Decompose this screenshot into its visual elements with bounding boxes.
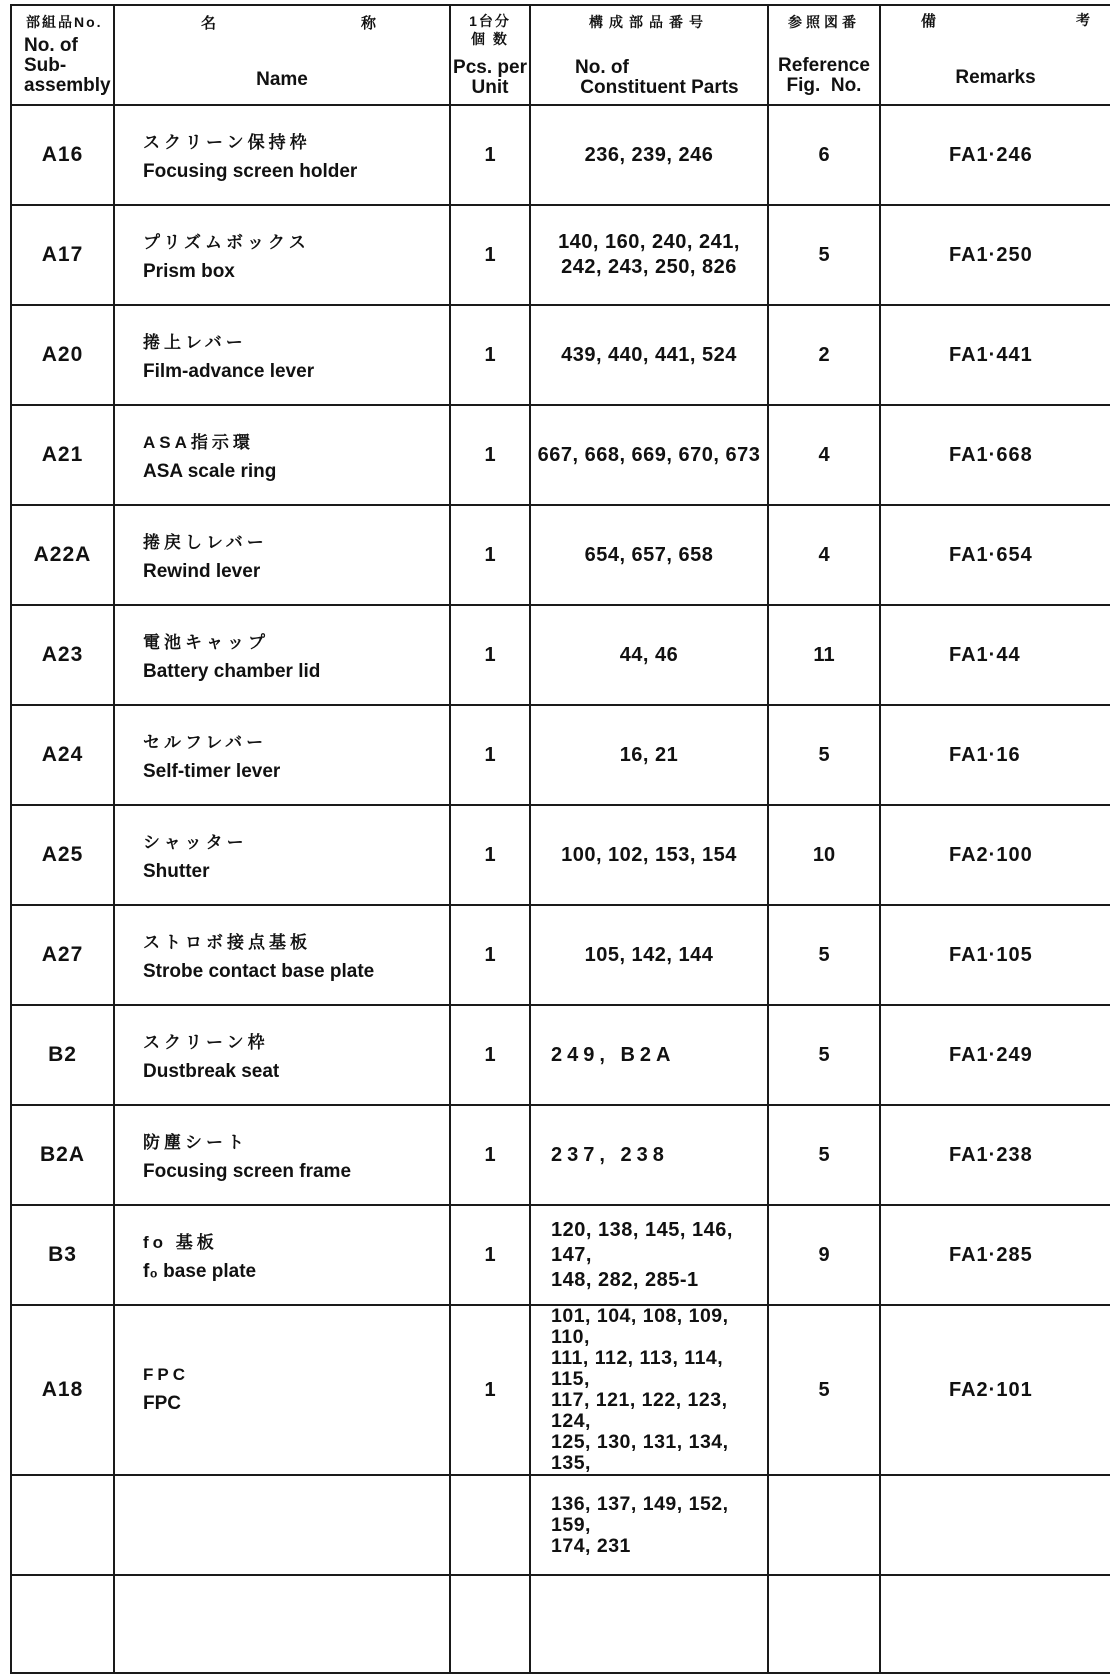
cell-remarks: FA1·16 — [880, 705, 1110, 805]
header-sub-assembly — [11, 5, 114, 105]
cell-pcs: 1 — [450, 105, 530, 205]
cell-pcs: 1 — [450, 905, 530, 1005]
cell-pcs: 1 — [450, 405, 530, 505]
table-row — [11, 905, 1110, 1005]
cell-sub-assembly: A24 — [11, 705, 114, 805]
cell-pcs: 1 — [450, 1305, 530, 1475]
cell-name — [114, 505, 450, 605]
header-row — [11, 5, 1110, 105]
header-fig-en: Reference Fig. No. — [778, 55, 870, 96]
header-reference-fig — [768, 5, 880, 105]
cell-fig: 5 — [768, 705, 880, 805]
cell-empty — [450, 1575, 530, 1673]
table-row — [11, 605, 1110, 705]
header-pcs — [450, 5, 530, 105]
part-name-jp: FPC — [143, 1365, 189, 1384]
header-remarks-jp2: 考 — [1076, 12, 1090, 28]
header-sub-jp: 部組品No. — [26, 14, 103, 30]
cell-parts: 236, 239, 246 — [530, 105, 768, 205]
header-remarks — [880, 5, 1110, 105]
cell-empty — [114, 1575, 450, 1673]
table-row — [11, 305, 1110, 405]
table-row — [11, 505, 1110, 605]
cell-parts: 16, 21 — [530, 705, 768, 805]
part-name-en: FPC — [143, 1393, 181, 1414]
table-row-empty — [11, 1575, 1110, 1673]
cell-remarks: FA1·238 — [880, 1105, 1110, 1205]
cell-pcs: 1 — [450, 805, 530, 905]
header-parts-en: No. of Constituent Parts — [575, 57, 739, 98]
cell-pcs: 1 — [450, 205, 530, 305]
part-name-jp: セルフレバー — [143, 732, 268, 752]
cell-fig: 5 — [768, 1105, 880, 1205]
cell-pcs: 1 — [450, 1005, 530, 1105]
header-name — [114, 5, 450, 105]
part-name-en: Dustbreak seat — [143, 1060, 280, 1082]
table-row — [11, 1105, 1110, 1205]
cell-pcs: 1 — [450, 705, 530, 805]
cell-fig: 10 — [768, 805, 880, 905]
part-name-en: f₀ base plate — [143, 1260, 257, 1282]
cell-fig: 4 — [768, 405, 880, 505]
part-name-jp: プリズムボックス — [143, 232, 310, 252]
table-row — [11, 1305, 1110, 1475]
cell-sub-assembly: A17 — [11, 205, 114, 305]
cell-parts: 667, 668, 669, 670, 673 — [530, 405, 768, 505]
cell-name — [114, 305, 450, 405]
cell-pcs: 1 — [450, 505, 530, 605]
cell-sub-assembly: A16 — [11, 105, 114, 205]
table-row-continuation — [11, 1475, 1110, 1575]
table-row — [11, 805, 1110, 905]
cell-parts: 140, 160, 240, 241, 242, 243, 250, 826 — [530, 205, 768, 305]
part-name-en: Prism box — [143, 260, 235, 282]
part-name-en: Battery chamber lid — [143, 660, 321, 682]
cell-pcs — [450, 1475, 530, 1575]
part-name-jp: ASA指示環 — [143, 432, 254, 452]
cell-sub-assembly: B2 — [11, 1005, 114, 1105]
cell-empty — [11, 1575, 114, 1673]
sub-assembly-table — [10, 4, 1110, 1674]
part-name-jp: シャッター — [143, 832, 248, 852]
cell-fig: 11 — [768, 605, 880, 705]
cell-empty — [530, 1575, 768, 1673]
cell-remarks: FA2·100 — [880, 805, 1110, 905]
header-name-jp1: 名 — [201, 15, 217, 32]
cell-sub-assembly: A27 — [11, 905, 114, 1005]
table-row — [11, 1005, 1110, 1105]
header-fig-jp: 参照図番 — [788, 14, 860, 30]
cell-remarks: FA1·285 — [880, 1205, 1110, 1305]
cell-name — [114, 405, 450, 505]
cell-fig: 5 — [768, 1005, 880, 1105]
cell-sub-assembly: A25 — [11, 805, 114, 905]
table-row — [11, 1205, 1110, 1305]
cell-fig: 5 — [768, 1305, 880, 1475]
cell-fig: 9 — [768, 1205, 880, 1305]
header-remarks-jp1: 備 — [921, 13, 937, 30]
cell-pcs: 1 — [450, 305, 530, 405]
part-name-en: Strobe contact base plate — [143, 960, 375, 982]
cell-empty — [880, 1575, 1110, 1673]
table-row — [11, 705, 1110, 805]
part-name-jp: fo 基板 — [143, 1232, 218, 1252]
cell-fig — [768, 1475, 880, 1575]
cell-sub-assembly: A18 — [11, 1305, 114, 1475]
cell-name — [114, 105, 450, 205]
part-name-en: Self-timer lever — [143, 760, 281, 782]
cell-name — [114, 905, 450, 1005]
part-name-jp: スクリーン保持枠 — [143, 132, 311, 152]
part-name-jp: ストロボ接点基板 — [143, 932, 311, 952]
cell-remarks: FA1·654 — [880, 505, 1110, 605]
header-name-jp2: 称 — [361, 15, 377, 32]
cell-remarks: FA2·101 — [880, 1305, 1110, 1475]
cell-parts: 120, 138, 145, 146, 147, 148, 282, 285-1 — [530, 1205, 768, 1305]
cell-parts: 44, 46 — [530, 605, 768, 705]
cell-fig: 6 — [768, 105, 880, 205]
cell-name — [114, 1305, 450, 1475]
cell-sub-assembly: A20 — [11, 305, 114, 405]
cell-pcs: 1 — [450, 1205, 530, 1305]
parts-table-sheet — [10, 4, 1110, 1605]
table-row — [11, 405, 1110, 505]
part-name-jp: 防塵シート — [143, 1132, 248, 1152]
cell-remarks: FA1·105 — [880, 905, 1110, 1005]
cell-name — [114, 1475, 450, 1575]
header-pcs-jp: 1台分 個 数 — [469, 13, 511, 47]
table-row — [11, 105, 1110, 205]
cell-remarks: FA1·250 — [880, 205, 1110, 305]
cell-fig: 2 — [768, 305, 880, 405]
part-name-jp: スクリーン枠 — [143, 1032, 269, 1052]
cell-sub-assembly: A22A — [11, 505, 114, 605]
cell-empty — [768, 1575, 880, 1673]
cell-parts: 105, 142, 144 — [530, 905, 768, 1005]
part-name-en: Focusing screen frame — [143, 1160, 352, 1182]
cell-name — [114, 205, 450, 305]
header-name-en: Name — [256, 69, 308, 90]
cell-parts: 439, 440, 441, 524 — [530, 305, 768, 405]
header-remarks-en: Remarks — [955, 67, 1036, 88]
cell-name — [114, 705, 450, 805]
cell-sub-assembly: A23 — [11, 605, 114, 705]
part-name-jp: 電池キャップ — [143, 632, 269, 652]
cell-fig: 5 — [768, 205, 880, 305]
cell-sub-assembly — [11, 1475, 114, 1575]
part-name-en: Shutter — [143, 860, 210, 882]
part-name-en: Rewind lever — [143, 560, 261, 582]
cell-parts: 101, 104, 108, 109, 110, 111, 112, 113, 114, 115, 117, 121, 122, 123, 124, 125, 130, 131, 134, 135, — [530, 1305, 768, 1475]
cell-fig: 5 — [768, 905, 880, 1005]
header-parts-jp: 構成部品番号 — [589, 14, 709, 30]
cell-name — [114, 1005, 450, 1105]
cell-name — [114, 1105, 450, 1205]
table-row — [11, 205, 1110, 305]
cell-sub-assembly: A21 — [11, 405, 114, 505]
cell-sub-assembly: B2A — [11, 1105, 114, 1205]
cell-sub-assembly: B3 — [11, 1205, 114, 1305]
cell-name — [114, 805, 450, 905]
cell-remarks: FA1·441 — [880, 305, 1110, 405]
cell-remarks: FA1·668 — [880, 405, 1110, 505]
cell-name — [114, 605, 450, 705]
part-name-jp: 捲戻しレバー — [143, 532, 268, 552]
part-name-en: ASA scale ring — [143, 460, 277, 482]
cell-fig: 4 — [768, 505, 880, 605]
table-body — [11, 105, 1110, 1673]
cell-parts: 249, B2A — [530, 1005, 768, 1105]
cell-name — [114, 1205, 450, 1305]
cell-parts: 237, 238 — [530, 1105, 768, 1205]
cell-remarks — [880, 1475, 1110, 1575]
cell-parts: 654, 657, 658 — [530, 505, 768, 605]
cell-remarks: FA1·249 — [880, 1005, 1110, 1105]
cell-pcs: 1 — [450, 1105, 530, 1205]
cell-remarks: FA1·44 — [880, 605, 1110, 705]
header-constituent-parts — [530, 5, 768, 105]
header-sub-en: No. of Sub- assembly — [24, 35, 111, 96]
part-name-jp: 捲上レバー — [143, 332, 247, 352]
cell-pcs: 1 — [450, 605, 530, 705]
part-name-en: Focusing screen holder — [143, 160, 358, 182]
cell-parts: 100, 102, 153, 154 — [530, 805, 768, 905]
cell-remarks: FA1·246 — [880, 105, 1110, 205]
part-name-en: Film-advance lever — [143, 360, 315, 382]
header-pcs-en: Pcs. per Unit — [453, 57, 527, 98]
cell-parts: 136, 137, 149, 152, 159, 174, 231 — [530, 1475, 768, 1575]
